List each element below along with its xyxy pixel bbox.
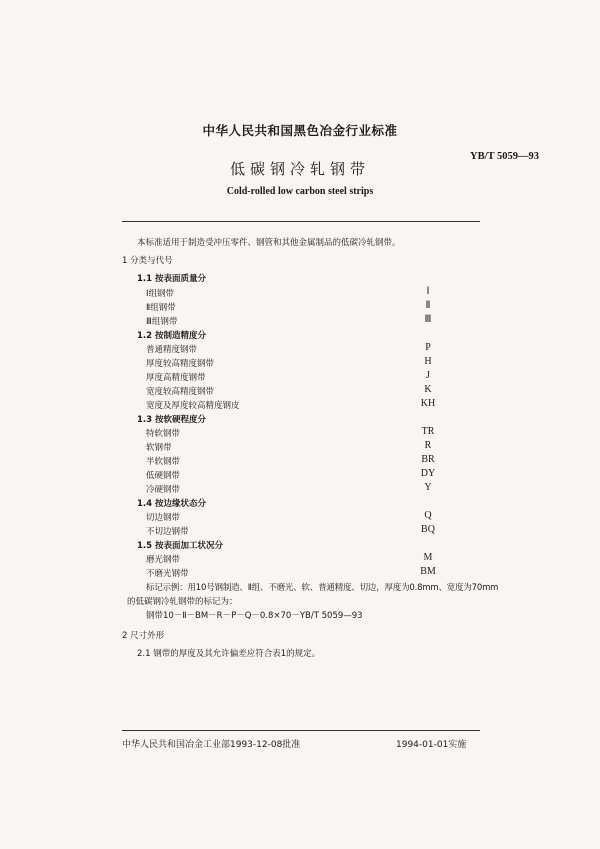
code-value: BM: [420, 566, 436, 577]
marking-example-code: 钢带10－Ⅱ－BM－R－P－Q－0.8×70－YB/T 5059—93: [146, 611, 363, 621]
list-item: 半软钢带: [146, 457, 181, 467]
list-item: 宽度及厚度较高精度钢皮: [146, 401, 240, 411]
code-value: DY: [420, 468, 436, 479]
list-item: 特软钢带: [146, 429, 181, 439]
document-title-en: Cold-rolled low carbon steel strips: [226, 186, 374, 197]
document-title-cn: 低碳钢冷轧钢带: [229, 160, 370, 178]
code-value: R: [424, 440, 432, 451]
code-value: KH: [420, 398, 436, 409]
list-item: 冷硬钢带: [146, 485, 181, 495]
code-value: Ⅱ: [425, 300, 431, 311]
code-value: H: [424, 356, 432, 367]
list-item: 不切边钢带: [146, 527, 189, 537]
code-value: Q: [424, 510, 432, 521]
list-item: 不磨光钢带: [146, 569, 189, 579]
code-value: M: [423, 552, 433, 563]
subsection-1-4-heading: 1.4 按边缘状态分: [137, 499, 207, 509]
subsection-1-1-heading: 1.1 按表面质量分: [137, 274, 207, 284]
section-2-heading: 2 尺寸外形: [122, 631, 165, 641]
approval-line: 中华人民共和国冶金工业部1993-12-08批准: [122, 740, 301, 750]
clause-2-1: 2.1 钢带的厚度及其允许偏差应符合表1的规定。: [137, 649, 321, 659]
header-rule: [122, 221, 480, 222]
list-item: 宽度较高精度钢带: [146, 387, 215, 397]
code-value: Ⅰ: [426, 286, 430, 297]
list-item: 软钢带: [146, 443, 172, 453]
scope-paragraph: 本标准适用于制造受冲压零件、钢管和其他金属制品的低碳冷轧钢带。: [137, 238, 401, 248]
list-item: Ⅱ组钢带: [146, 303, 176, 313]
list-item: 切边钢带: [146, 513, 181, 523]
subsection-1-5-heading: 1.5 按表面加工状况分: [137, 541, 224, 551]
code-value: K: [424, 384, 432, 395]
issuing-organization: 中华人民共和国黑色冶金行业标准: [202, 123, 398, 138]
code-value: BR: [421, 454, 435, 465]
section-1-heading: 1 分类与代号: [122, 256, 173, 266]
list-item: 普通精度钢带: [146, 345, 198, 355]
code-value: J: [426, 370, 430, 381]
list-item: 厚度高精度钢带: [146, 373, 206, 383]
standard-number: YB/T 5059—93: [470, 151, 539, 162]
list-item: 低硬钢带: [146, 471, 181, 481]
list-item: 磨光钢带: [146, 555, 181, 565]
list-item: Ⅰ组钢带: [146, 289, 175, 299]
subsection-1-3-heading: 1.3 按软硬程度分: [137, 415, 207, 425]
footer-rule: [122, 730, 480, 731]
marking-example-line-1: 标记示例：用10号钢制造、Ⅱ组、不磨光、软、普通精度、切边，厚度为0.8mm、宽度为70mm: [146, 583, 499, 593]
code-value: Ⅲ: [424, 314, 432, 325]
list-item: 厚度较高精度钢带: [146, 359, 215, 369]
subsection-1-2-heading: 1.2 按制造精度分: [137, 331, 207, 341]
marking-example-line-2: 的低碳钢冷轧钢带的标记为：: [127, 597, 238, 607]
code-value: TR: [421, 426, 435, 437]
code-value: BQ: [421, 524, 435, 535]
code-value: Y: [424, 482, 432, 493]
effective-date: 1994-01-01实施: [396, 740, 467, 750]
list-item: Ⅲ组钢带: [146, 317, 178, 327]
code-value: P: [425, 342, 431, 353]
